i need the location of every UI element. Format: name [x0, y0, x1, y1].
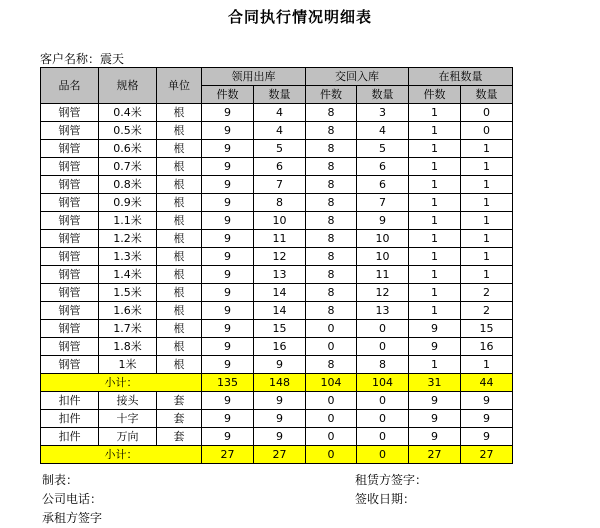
header-group-in: 交回入库 [306, 68, 409, 86]
header-spec: 规格 [99, 68, 157, 104]
table-cell: 11 [357, 266, 409, 284]
table-cell: 扣件 [41, 392, 99, 410]
table-cell: 9 [202, 428, 254, 446]
table-cell: 1 [461, 230, 513, 248]
table-cell: 9 [202, 212, 254, 230]
table-cell: 6 [357, 176, 409, 194]
table-row [41, 194, 513, 212]
table-cell: 9 [409, 428, 461, 446]
table-cell: 套 [157, 428, 202, 446]
table-cell: 钢管 [41, 212, 99, 230]
table-cell: 根 [157, 122, 202, 140]
table-cell: 0.5米 [99, 122, 157, 140]
table-cell: 根 [157, 194, 202, 212]
table-row [41, 320, 513, 338]
table-cell: 1.1米 [99, 212, 157, 230]
table-cell: 0 [306, 410, 357, 428]
table-cell: 8 [306, 158, 357, 176]
table-cell: 15 [461, 320, 513, 338]
table-cell: 1 [461, 158, 513, 176]
table-cell: 0.8米 [99, 176, 157, 194]
table-row [41, 158, 513, 176]
table-cell: 16 [461, 338, 513, 356]
table-cell: 8 [306, 122, 357, 140]
table-cell: 0.4米 [99, 104, 157, 122]
table-cell: 7 [357, 194, 409, 212]
table-cell: 根 [157, 284, 202, 302]
table-cell: 钢管 [41, 338, 99, 356]
table-cell: 8 [306, 356, 357, 374]
table-cell: 万向 [99, 428, 157, 446]
header-rent-quantity: 数量 [461, 86, 513, 104]
table-cell: 14 [254, 302, 306, 320]
table-cell: 根 [157, 320, 202, 338]
table-row [41, 410, 513, 428]
table-row [41, 356, 513, 374]
table-cell: 钢管 [41, 356, 99, 374]
table-cell: 9 [461, 428, 513, 446]
table-cell: 0.9米 [99, 194, 157, 212]
table-cell: 1 [409, 194, 461, 212]
table-cell: 4 [254, 122, 306, 140]
footer-maker: 制表： [42, 473, 79, 487]
table-cell: 根 [157, 248, 202, 266]
table-cell: 9 [202, 338, 254, 356]
table-cell: 1.5米 [99, 284, 157, 302]
table-cell: 根 [157, 266, 202, 284]
table-cell: 10 [357, 248, 409, 266]
table-cell: 1 [409, 140, 461, 158]
table-cell: 根 [157, 140, 202, 158]
table-cell: 扣件 [41, 410, 99, 428]
table-cell: 扣件 [41, 428, 99, 446]
table-cell: 0 [306, 320, 357, 338]
table-row [41, 302, 513, 320]
table-cell: 9 [202, 284, 254, 302]
table-cell: 钢管 [41, 140, 99, 158]
table-cell: 1 [409, 176, 461, 194]
footer-receipt-date: 签收日期： [355, 492, 416, 506]
table-cell: 套 [157, 410, 202, 428]
table-cell: 16 [254, 338, 306, 356]
table-row [41, 248, 513, 266]
table-cell: 钢管 [41, 266, 99, 284]
table-cell: 9 [202, 140, 254, 158]
table-cell: 十字 [99, 410, 157, 428]
table-cell: 8 [306, 194, 357, 212]
table-row [41, 230, 513, 248]
header-group-out: 领用出库 [202, 68, 306, 86]
table-cell: 3 [357, 104, 409, 122]
table-cell: 1 [461, 194, 513, 212]
table-cell: 0.7米 [99, 158, 157, 176]
subtotal-cell: 148 [254, 374, 306, 392]
table-cell: 0 [357, 392, 409, 410]
table-cell: 15 [254, 320, 306, 338]
table-cell: 8 [254, 194, 306, 212]
header-in-pieces: 件数 [306, 86, 357, 104]
table-cell: 套 [157, 392, 202, 410]
table-cell: 0 [306, 428, 357, 446]
table-cell: 1.4米 [99, 266, 157, 284]
table-cell: 钢管 [41, 104, 99, 122]
table-cell: 9 [202, 230, 254, 248]
table-cell: 0 [357, 338, 409, 356]
subtotal-cell: 0 [306, 446, 357, 464]
table-row [41, 176, 513, 194]
table-cell: 6 [254, 158, 306, 176]
table-cell: 8 [306, 248, 357, 266]
detail-table [40, 67, 513, 464]
table-cell: 9 [202, 320, 254, 338]
table-cell: 0 [357, 428, 409, 446]
table-cell: 1 [461, 248, 513, 266]
table-cell: 8 [306, 176, 357, 194]
table-cell: 13 [254, 266, 306, 284]
table-cell: 1.8米 [99, 338, 157, 356]
table-cell: 根 [157, 176, 202, 194]
subtotal-cell: 0 [357, 446, 409, 464]
subtotal-cell: 135 [202, 374, 254, 392]
table-cell: 12 [357, 284, 409, 302]
table-cell: 1.6米 [99, 302, 157, 320]
table-cell: 钢管 [41, 248, 99, 266]
subtotal-row-fasteners [41, 446, 513, 464]
table-cell: 1 [461, 356, 513, 374]
table-row [41, 428, 513, 446]
table-cell: 根 [157, 338, 202, 356]
table-cell: 钢管 [41, 320, 99, 338]
table-cell: 0 [461, 122, 513, 140]
table-cell: 9 [357, 212, 409, 230]
subtotal-cell: 27 [409, 446, 461, 464]
table-cell: 9 [254, 356, 306, 374]
table-cell: 9 [254, 428, 306, 446]
table-cell: 8 [306, 302, 357, 320]
table-cell: 9 [409, 392, 461, 410]
table-cell: 9 [202, 158, 254, 176]
table-cell: 钢管 [41, 122, 99, 140]
table-cell: 9 [409, 410, 461, 428]
table-cell: 8 [306, 284, 357, 302]
table-cell: 1 [461, 176, 513, 194]
table-cell: 1 [409, 122, 461, 140]
table-cell: 9 [202, 392, 254, 410]
subtotal-label: 小计： [41, 374, 202, 392]
table-cell: 8 [306, 140, 357, 158]
table-cell: 2 [461, 284, 513, 302]
header-in-quantity: 数量 [357, 86, 409, 104]
table-cell: 1.2米 [99, 230, 157, 248]
table-cell: 1 [461, 266, 513, 284]
table-cell: 0 [357, 410, 409, 428]
table-cell: 9 [202, 302, 254, 320]
table-cell: 9 [202, 410, 254, 428]
subtotal-cell: 31 [409, 374, 461, 392]
table-cell: 根 [157, 104, 202, 122]
table-cell: 9 [461, 410, 513, 428]
table-cell: 1 [409, 212, 461, 230]
table-cell: 接头 [99, 392, 157, 410]
table-cell: 1 [409, 104, 461, 122]
table-row [41, 392, 513, 410]
table-cell: 1 [409, 266, 461, 284]
table-cell: 7 [254, 176, 306, 194]
table-cell: 9 [254, 392, 306, 410]
table-cell: 1米 [99, 356, 157, 374]
table-cell: 1 [409, 356, 461, 374]
table-row [41, 122, 513, 140]
table-cell: 4 [357, 122, 409, 140]
table-cell: 1 [409, 284, 461, 302]
customer-name: 客户名称：震天 [40, 52, 125, 66]
subtotal-cell: 27 [461, 446, 513, 464]
table-cell: 根 [157, 212, 202, 230]
table-cell: 根 [157, 158, 202, 176]
table-cell: 10 [254, 212, 306, 230]
table-cell: 9 [202, 104, 254, 122]
table-cell: 8 [306, 230, 357, 248]
footer-company-phone: 公司电话： [42, 492, 103, 506]
table-cell: 10 [357, 230, 409, 248]
header-unit: 单位 [157, 68, 202, 104]
table-cell: 5 [357, 140, 409, 158]
table-cell: 1 [409, 302, 461, 320]
steel-pipe-rows [41, 104, 513, 374]
table-cell: 钢管 [41, 284, 99, 302]
table-cell: 9 [409, 320, 461, 338]
table-cell: 1 [409, 230, 461, 248]
table-row [41, 284, 513, 302]
subtotal-cell: 44 [461, 374, 513, 392]
table-cell: 1 [461, 212, 513, 230]
table-cell: 4 [254, 104, 306, 122]
table-cell: 8 [306, 266, 357, 284]
table-cell: 0 [306, 338, 357, 356]
table-cell: 9 [202, 248, 254, 266]
header-group-rent: 在租数量 [409, 68, 513, 86]
table-cell: 9 [461, 392, 513, 410]
table-cell: 0 [461, 104, 513, 122]
table-cell: 根 [157, 230, 202, 248]
table-row [41, 266, 513, 284]
subtotal-cell: 27 [254, 446, 306, 464]
table-cell: 8 [306, 104, 357, 122]
table-cell: 钢管 [41, 230, 99, 248]
header-name: 品名 [41, 68, 99, 104]
table-cell: 9 [202, 266, 254, 284]
table-cell: 9 [202, 194, 254, 212]
table-cell: 钢管 [41, 302, 99, 320]
table-cell: 0 [357, 320, 409, 338]
table-row [41, 104, 513, 122]
table-cell: 6 [357, 158, 409, 176]
fastener-rows [41, 392, 513, 446]
subtotal-row-pipes [41, 374, 513, 392]
table-cell: 钢管 [41, 158, 99, 176]
subtotal-label: 小计： [41, 446, 202, 464]
footer-lessee-sign: 租赁方签字： [355, 473, 428, 487]
header-out-pieces: 件数 [202, 86, 254, 104]
table-cell: 钢管 [41, 194, 99, 212]
header-rent-pieces: 件数 [409, 86, 461, 104]
table-cell: 1.7米 [99, 320, 157, 338]
table-cell: 1.3米 [99, 248, 157, 266]
table-cell: 12 [254, 248, 306, 266]
table-cell: 9 [202, 176, 254, 194]
table-cell: 根 [157, 302, 202, 320]
table-cell: 9 [202, 356, 254, 374]
table-cell: 13 [357, 302, 409, 320]
table-cell: 1 [409, 158, 461, 176]
table-row [41, 212, 513, 230]
page-title: 合同执行情况明细表 [227, 8, 372, 26]
table-cell: 9 [202, 122, 254, 140]
table-cell: 8 [306, 212, 357, 230]
header-out-quantity: 数量 [254, 86, 306, 104]
footer-lessor-sign: 承租方签字 [42, 511, 103, 525]
subtotal-cell: 27 [202, 446, 254, 464]
table-cell: 钢管 [41, 176, 99, 194]
table-cell: 1 [409, 248, 461, 266]
table-cell: 0 [306, 392, 357, 410]
table-cell: 1 [461, 140, 513, 158]
table-cell: 14 [254, 284, 306, 302]
table-cell: 9 [254, 410, 306, 428]
table-row [41, 338, 513, 356]
table-cell: 8 [357, 356, 409, 374]
table-cell: 9 [409, 338, 461, 356]
table-cell: 0.6米 [99, 140, 157, 158]
table-cell: 5 [254, 140, 306, 158]
subtotal-cell: 104 [357, 374, 409, 392]
table-cell: 根 [157, 356, 202, 374]
table-cell: 2 [461, 302, 513, 320]
subtotal-cell: 104 [306, 374, 357, 392]
table-row [41, 140, 513, 158]
table-cell: 11 [254, 230, 306, 248]
